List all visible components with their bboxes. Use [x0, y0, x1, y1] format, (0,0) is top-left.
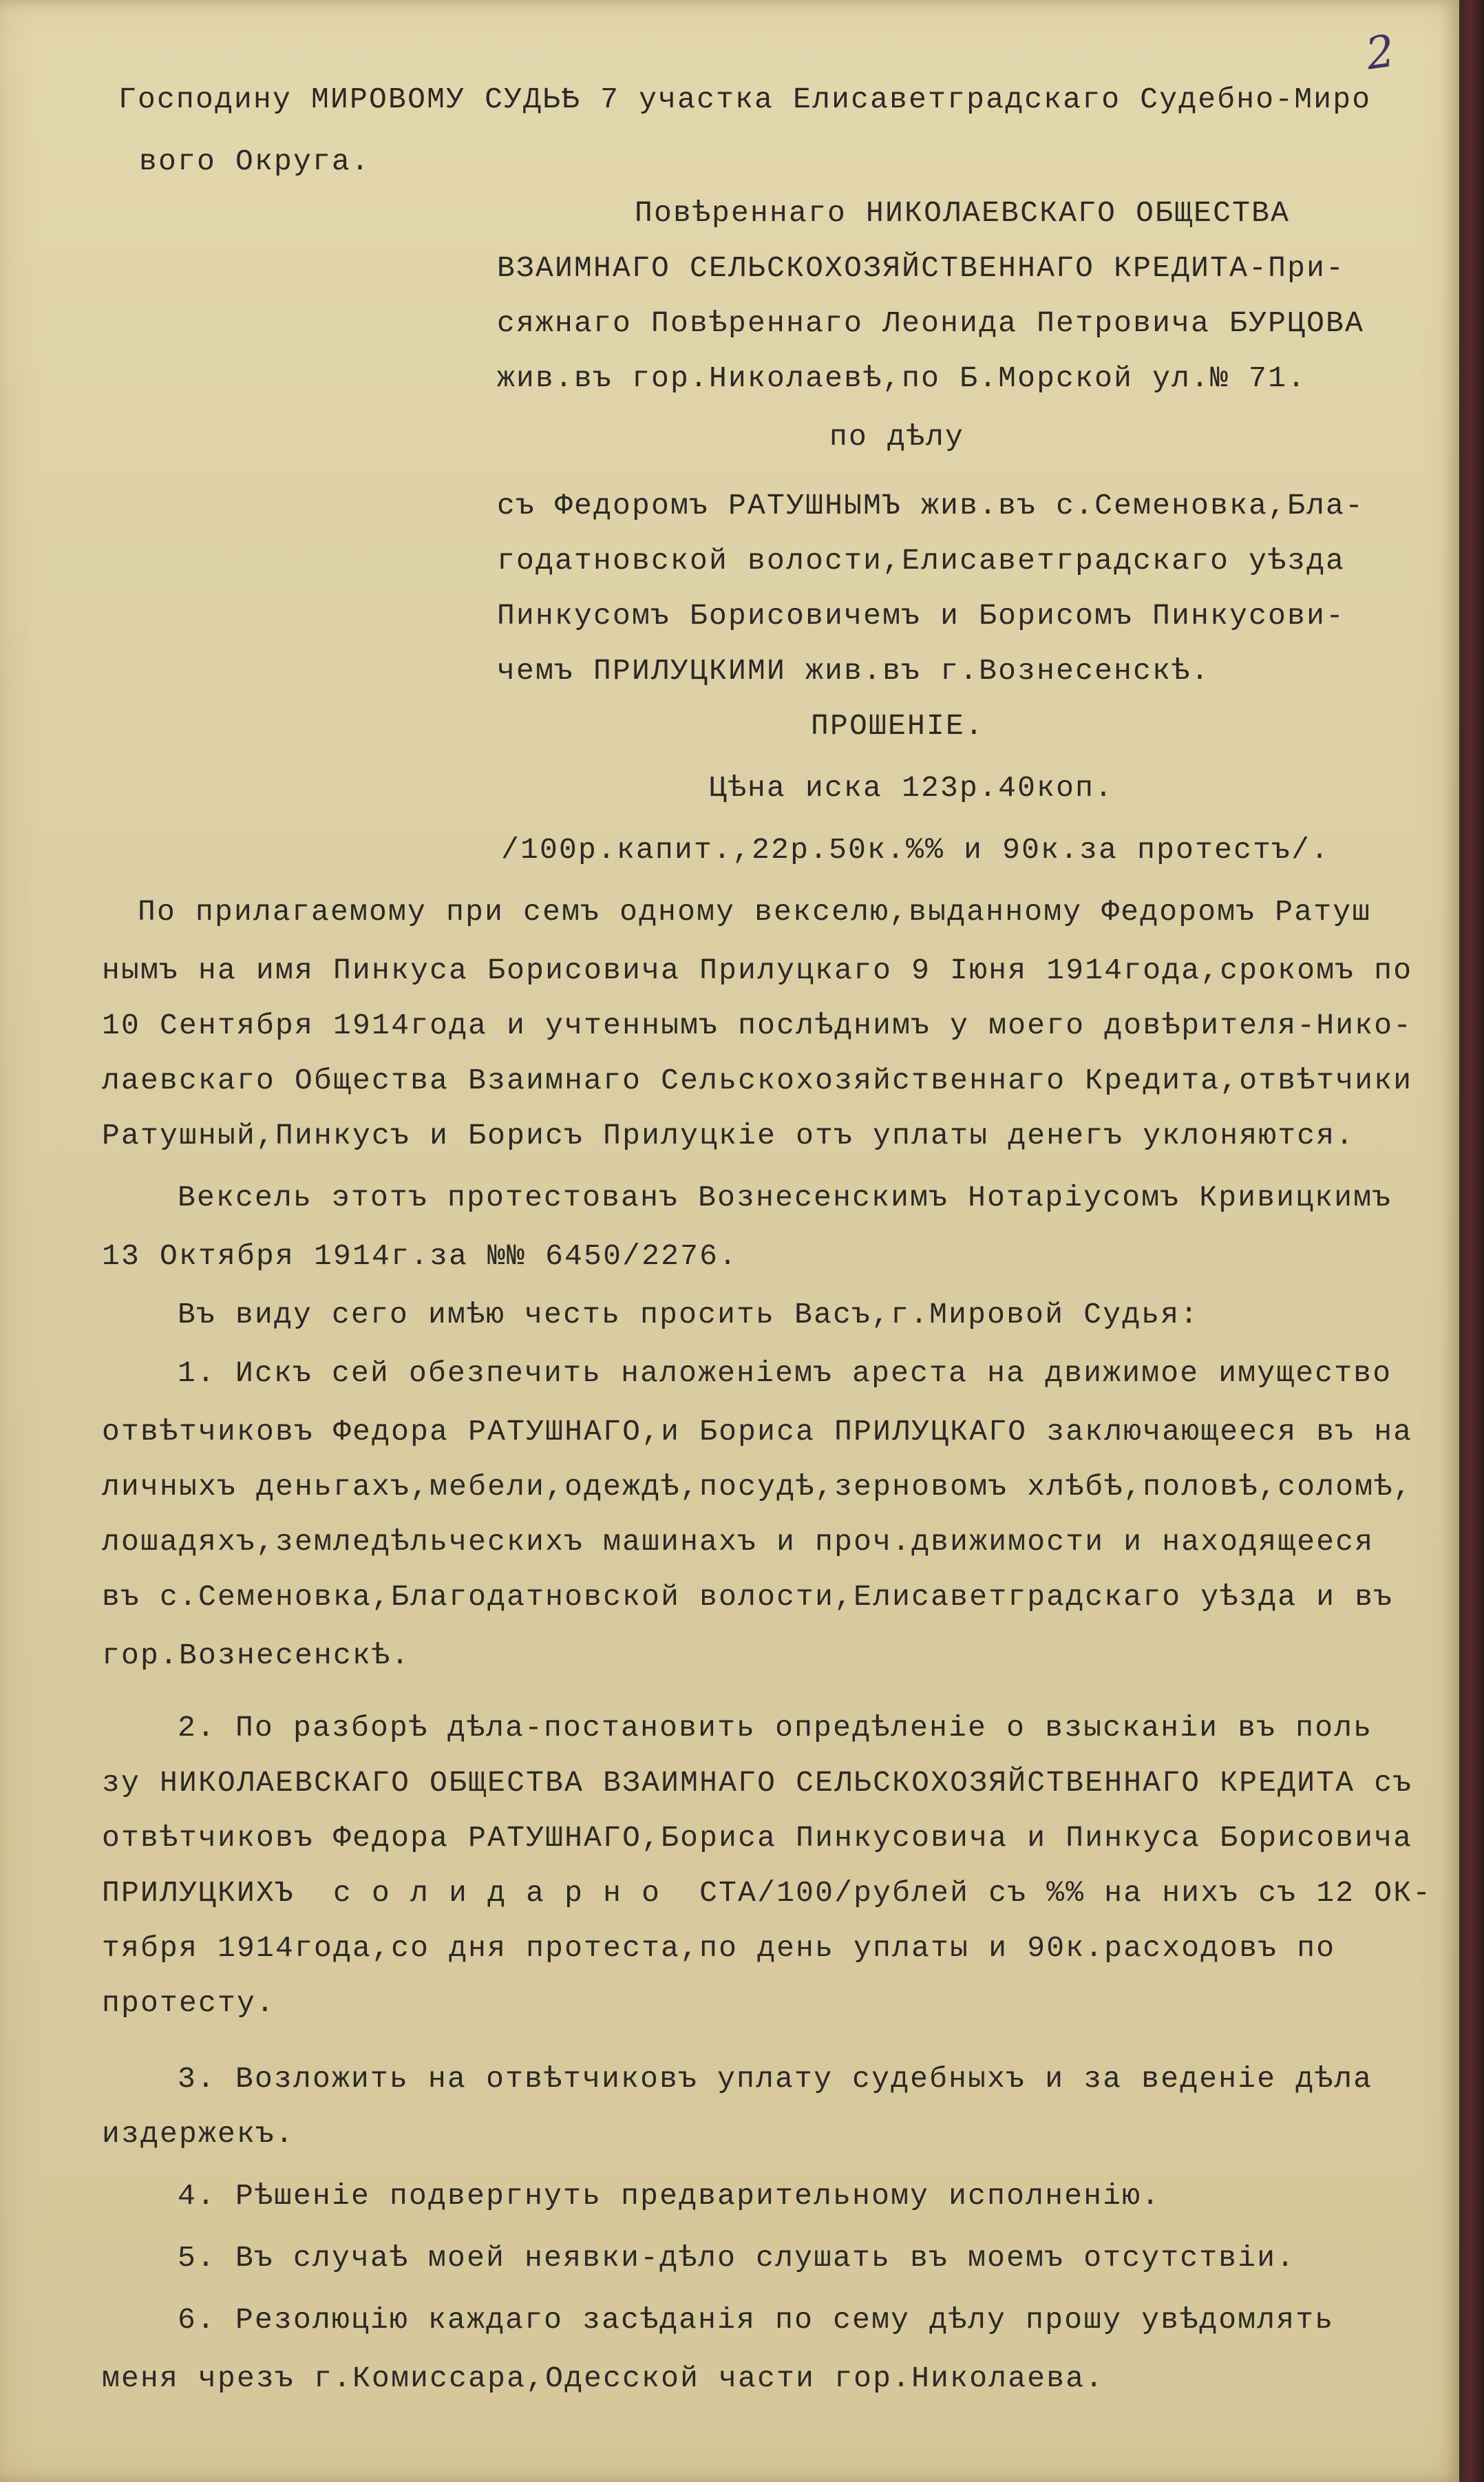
body-paragraph-1-line-5: Ратушный,Пинкусъ и Борисъ Прилуцкіе отъ уплаты денегъ уклоняются.: [102, 1119, 1355, 1153]
case-heading: по дѣлу: [829, 420, 965, 454]
item-3-line-2: издержекъ.: [102, 2117, 295, 2151]
item-2-line-2: зу НИКОЛАЕВСКАГО ОБЩЕСТВА ВЗАИМНАГО СЕЛЬСКОХОЗЯЙСТВЕННАГО КРЕДИТА съ: [102, 1766, 1413, 1800]
item-1-line-6: гор.Вознесенскѣ.: [102, 1639, 411, 1672]
item-1-line-1: 1. Искъ сей обезпечить наложеніемъ ареста на движимое имущество: [178, 1356, 1392, 1390]
body-paragraph-1-line-3: 10 Сентября 1914года и учтеннымъ послѣднимъ у моего довѣрителя-Нико-: [102, 1009, 1413, 1042]
petitioner-line-2: ВЗАИМНАГО СЕЛЬСКОХОЗЯЙСТВЕННАГО КРЕДИТА-При-: [497, 251, 1346, 285]
item-2-line-6: протесту.: [102, 1986, 276, 2020]
item-3-line-1: 3. Возложить на отвѣтчиковъ уплату судебныхъ и за веденіе дѣла: [178, 2062, 1373, 2096]
defendants-line-3: Пинкусомъ Борисовичемъ и Борисомъ Пинкусови-: [497, 599, 1346, 633]
request-intro: Въ виду сего имѣю честь просить Васъ,г.Мировой Судья:: [178, 1298, 1200, 1332]
item-1-line-4: лошадяхъ,земледѣльческихъ машинахъ и проч.движимости и находящееся: [102, 1525, 1375, 1559]
body-paragraph-1-line-4: лаевскаго Общества Взаимнаго Сельскохозяйственнаго Кредита,отвѣтчики: [102, 1064, 1413, 1097]
item-6-line-1: 6. Резолюцію каждаго засѣданія по сему дѣлу прошу увѣдомлять: [178, 2303, 1335, 2337]
heading-addressee-line-1: Господину МИРОВОМУ СУДЬѢ 7 участка Елисаветградскаго Судебно-Миро: [118, 83, 1372, 116]
heading-addressee-line-2: вого Округа.: [139, 145, 371, 178]
defendants-line-2: годатновской волости,Елисаветградскаго уѣзда: [497, 544, 1346, 578]
document-title: ПРОШЕНІЕ.: [811, 709, 985, 743]
petitioner-line-3: сяжнаго Повѣреннаго Леонида Петровича БУРЦОВА: [497, 306, 1365, 340]
defendants-line-1: съ Федоромъ РАТУШНЫМЪ жив.въ с.Семеновка,Бла-: [497, 489, 1365, 523]
body-paragraph-2-line-2: 13 Октября 1914г.за №№ 6450/2276.: [102, 1239, 739, 1273]
item-1-line-5: въ с.Семеновка,Благодатновской волости,Елисаветградскаго уѣзда и въ: [102, 1580, 1394, 1614]
defendants-line-4: чемъ ПРИЛУЦКИМИ жив.въ г.Вознесенскѣ.: [497, 654, 1211, 688]
item-5: 5. Въ случаѣ моей неявки-дѣло слушать въ моемъ отсутствіи.: [178, 2241, 1296, 2275]
item-6-line-2: меня чрезъ г.Комиссара,Одесской части гор.Николаева.: [102, 2362, 1105, 2395]
body-paragraph-1-line-1: По прилагаемому при семъ одному векселю,выданному Федоромъ Ратуш: [138, 895, 1372, 929]
item-2-line-5: тября 1914года,со дня протеста,по день уплаты и 90к.расходовъ по: [102, 1931, 1336, 1965]
page-number: 2: [1363, 25, 1398, 81]
item-2-line-4: ПРИЛУЦКИХЪ с о л и д а р н о СТА/100/рублей съ %% на нихъ съ 12 ОК-: [102, 1876, 1432, 1910]
petitioner-line-4: жив.въ гор.Николаевѣ,по Б.Морской ул.№ 71.: [497, 361, 1307, 395]
item-2-line-1: 2. По разборѣ дѣла-постановить опредѣленіе о взысканіи въ поль: [178, 1711, 1373, 1745]
item-1-line-3: личныхъ деньгахъ,мебели,одеждѣ,посудѣ,зерновомъ хлѣбѣ,половѣ,соломѣ,: [102, 1470, 1413, 1504]
item-4: 4. Рѣшеніе подвергнуть предварительному исполненію.: [178, 2179, 1161, 2213]
body-paragraph-1-line-2: нымъ на имя Пинкуса Борисовича Прилуцкаго 9 Іюня 1914года,срокомъ по: [102, 954, 1413, 987]
petitioner-line-1: Повѣреннаго НИКОЛАЕВСКАГО ОБЩЕСТВА: [635, 196, 1291, 230]
claim-breakdown: /100р.капит.,22р.50к.%% и 90к.за протестъ/.: [501, 833, 1331, 867]
item-2-line-3: отвѣтчиковъ Федора РАТУШНАГО,Бориса Пинкусовича и Пинкуса Борисовича: [102, 1821, 1413, 1855]
body-paragraph-2-line-1: Вексель этотъ протестованъ Вознесенскимъ Нотаріусомъ Кривицкимъ: [178, 1181, 1392, 1214]
claim-price: Цѣна иска 123р.40коп.: [709, 771, 1114, 805]
binding-edge: [1459, 0, 1484, 2482]
item-1-line-2: отвѣтчиковъ Федора РАТУШНАГО,и Бориса ПРИЛУЦКАГО заключающееся въ на: [102, 1415, 1413, 1449]
